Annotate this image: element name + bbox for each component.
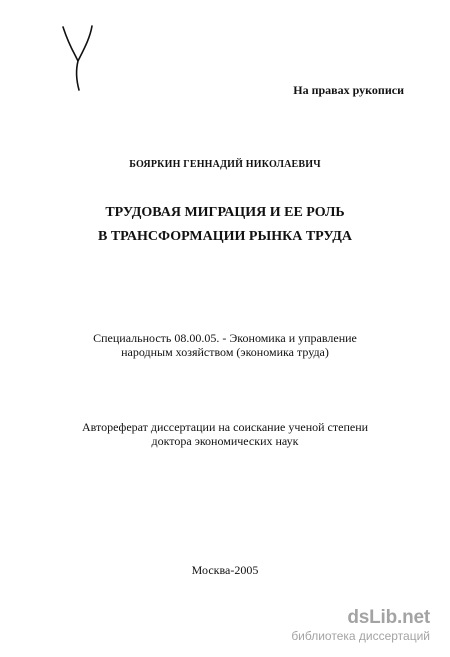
title-line-1: ТРУДОВАЯ МИГРАЦИЯ И ЕЕ РОЛЬ <box>105 205 345 220</box>
watermark-brand: dsLib.net <box>347 607 430 628</box>
abstract-line-1: Автореферат диссертации на соискание ученой степени <box>81 420 369 434</box>
handwritten-check-mark <box>56 22 101 92</box>
manuscript-rights-note: На правах рукописи <box>293 83 404 97</box>
place-and-year: Москва-2005 <box>191 563 259 577</box>
title-line-2: В ТРАНСФОРМАЦИИ РЫНКА ТРУДА <box>97 229 352 244</box>
watermark-subtitle: библиотека диссертаций <box>291 629 430 643</box>
specialty-line-1: Специальность 08.00.05. - Экономика и управление <box>93 331 357 345</box>
author-name: БОЯРКИН ГЕННАДИЙ НИКОЛАЕВИЧ <box>129 159 321 170</box>
abstract-line-2: доктора экономических наук <box>151 434 299 448</box>
watermark <box>291 607 430 643</box>
specialty-line-2: народным хозяйством (экономика труда) <box>121 345 329 359</box>
